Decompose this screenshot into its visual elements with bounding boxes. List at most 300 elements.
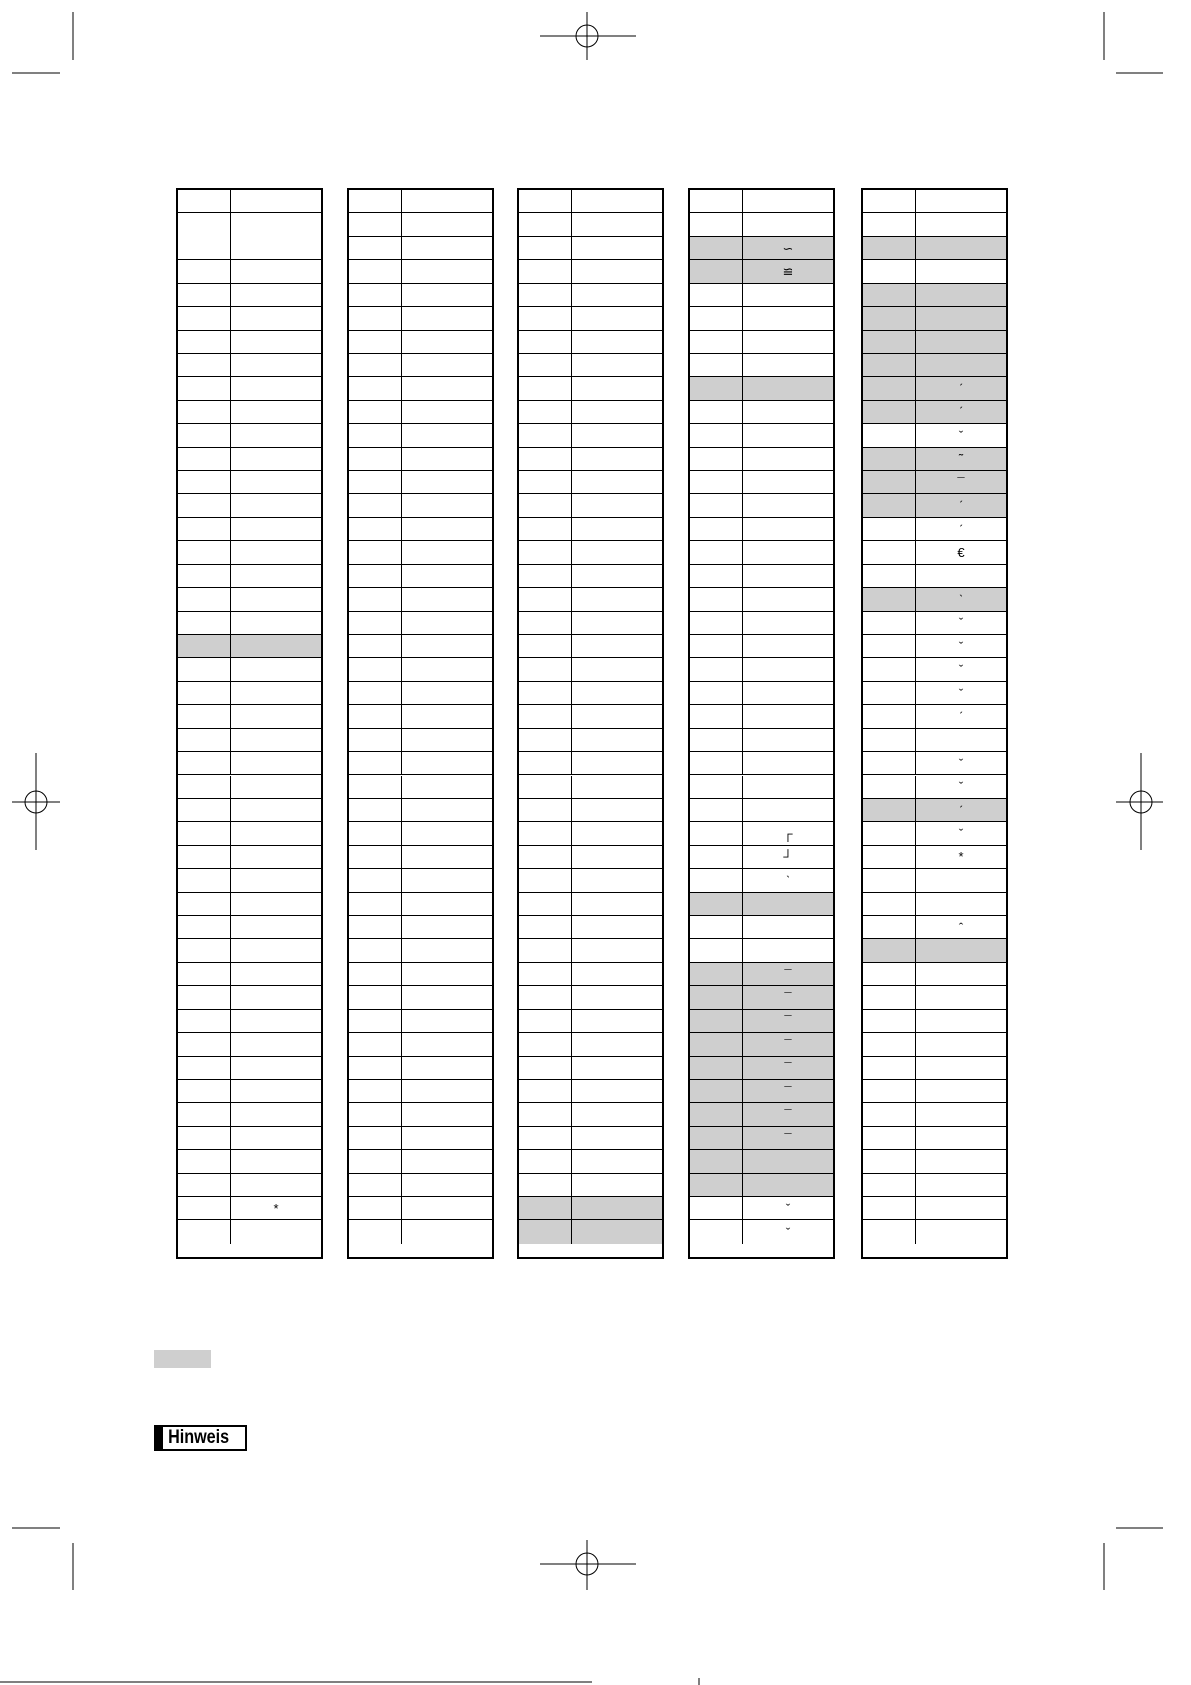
char-cell: [231, 331, 321, 353]
table-row: [519, 869, 662, 892]
table-row: [178, 1103, 321, 1126]
code-cell: [519, 260, 572, 282]
code-cell: [519, 331, 572, 353]
table-row: [690, 658, 833, 681]
code-cell: [863, 1220, 916, 1243]
char-cell: [231, 1033, 321, 1055]
code-cell: [178, 869, 231, 891]
shaded-legend-swatch: [154, 1350, 211, 1368]
table-row: [519, 541, 662, 564]
table-row: [690, 1174, 833, 1197]
char-cell: [402, 424, 492, 446]
char-cell: [572, 939, 662, 961]
table-row: [690, 331, 833, 354]
code-cell: [178, 377, 231, 399]
table-row: [349, 1174, 492, 1197]
char-cell: ¯: [743, 1103, 833, 1125]
code-cell: [349, 471, 402, 493]
code-cell: [690, 1033, 743, 1055]
char-cell: [916, 963, 1006, 985]
char-cell: [231, 893, 321, 915]
table-row: [178, 1057, 321, 1080]
table-row: [863, 1010, 1006, 1033]
table-row: [349, 1150, 492, 1173]
table-row: [178, 776, 321, 799]
char-cell: [572, 1033, 662, 1055]
char-cell: [572, 822, 662, 844]
table-row: [178, 752, 321, 775]
table-header-row: [349, 190, 492, 213]
char-table-5: [861, 188, 1008, 1259]
table-row: [519, 1057, 662, 1080]
code-cell: [863, 658, 916, 680]
table-row: [690, 752, 833, 775]
char-cell: ˇ: [958, 662, 964, 678]
table-row: [690, 401, 833, 424]
char-cell: [743, 752, 833, 774]
char-cell: [402, 1033, 492, 1055]
code-cell: [519, 846, 572, 868]
char-cell: [572, 448, 662, 470]
char-cell: [402, 354, 492, 376]
char-cell: [231, 588, 321, 610]
code-cell: [178, 260, 231, 282]
table-row: [690, 1033, 833, 1056]
table-row: [178, 284, 321, 307]
char-cell: [743, 1150, 833, 1172]
code-cell: [349, 190, 402, 212]
table-row: [863, 377, 1006, 400]
code-cell: [690, 190, 743, 212]
char-cell: €: [957, 545, 965, 560]
char-cell: [572, 682, 662, 704]
table-row: [863, 588, 1006, 611]
char-cell: [572, 471, 662, 493]
char-cell: [231, 869, 321, 891]
code-cell: [349, 1197, 402, 1219]
code-cell: [349, 213, 402, 235]
table-row: [519, 1197, 662, 1220]
char-cell: ˊ: [958, 708, 964, 724]
note-bar: [156, 1427, 163, 1449]
code-cell: [519, 494, 572, 516]
char-cell: [231, 565, 321, 587]
table-row: [690, 307, 833, 330]
table-row: [519, 635, 662, 658]
code-cell: [349, 658, 402, 680]
char-cell: [402, 331, 492, 353]
table-row: [519, 893, 662, 916]
code-cell: [690, 331, 743, 353]
code-cell: [519, 448, 572, 470]
code-cell: [863, 635, 916, 657]
char-cell: ¯: [743, 1057, 833, 1079]
char-cell: [402, 705, 492, 727]
char-cell: [572, 424, 662, 446]
char-cell: [402, 518, 492, 540]
char-cell: [572, 1174, 662, 1196]
code-cell: [349, 1220, 402, 1243]
code-cell: [349, 565, 402, 587]
table-row: [349, 963, 492, 986]
code-cell: [690, 799, 743, 821]
table-row: [178, 799, 321, 822]
char-cell: [743, 401, 833, 423]
code-cell: [690, 682, 743, 704]
char-cell: [743, 729, 833, 751]
code-cell: [863, 588, 916, 610]
code-cell: [519, 541, 572, 563]
table-row: [519, 377, 662, 400]
code-cell: [349, 869, 402, 891]
char-cell: [743, 284, 833, 306]
table-row: [519, 1150, 662, 1173]
char-cell: [231, 213, 321, 259]
code-cell: [863, 729, 916, 751]
char-cell: [231, 541, 321, 563]
char-cell: [231, 518, 321, 540]
char-cell: [916, 1103, 1006, 1125]
table-row: [178, 822, 321, 845]
table-row: [863, 1220, 1006, 1243]
table-row: [349, 752, 492, 775]
table-row: [690, 494, 833, 517]
table-row: [178, 588, 321, 611]
code-cell: [349, 682, 402, 704]
code-cell: [690, 635, 743, 657]
char-cell: [916, 354, 1006, 376]
code-cell: [519, 565, 572, 587]
table-row: [519, 799, 662, 822]
code-cell: [863, 565, 916, 587]
code-cell: [863, 752, 916, 774]
code-cell: [178, 284, 231, 306]
table-row: [690, 869, 833, 892]
table-row: [519, 518, 662, 541]
code-cell: [178, 939, 231, 961]
code-cell: [349, 331, 402, 353]
table-row: [519, 401, 662, 424]
char-cell: ˊ: [916, 799, 1006, 821]
char-cell: [402, 260, 492, 282]
code-cell: [519, 1197, 572, 1219]
code-cell: [349, 448, 402, 470]
char-cell: [743, 658, 833, 680]
code-cell: [519, 822, 572, 844]
table-row: [863, 822, 1006, 845]
code-cell: [519, 1033, 572, 1055]
char-cell: [402, 1080, 492, 1102]
table-row: [519, 916, 662, 939]
char-cell: [743, 939, 833, 961]
code-cell: [178, 1010, 231, 1032]
table-row: [178, 916, 321, 939]
code-cell: [178, 307, 231, 329]
char-cell: ¯: [916, 471, 1006, 493]
code-cell: [863, 260, 916, 282]
char-cell: [916, 1080, 1006, 1102]
char-cell: [231, 635, 321, 657]
code-cell: [690, 963, 743, 985]
char-cell: [231, 307, 321, 329]
code-cell: [690, 612, 743, 634]
table-row: [178, 377, 321, 400]
char-cell: ˊ: [916, 494, 1006, 516]
code-cell: [863, 799, 916, 821]
table-row: [690, 986, 833, 1009]
code-cell: [690, 986, 743, 1008]
char-cell: [916, 260, 1006, 282]
char-cell: [572, 190, 662, 212]
char-cell: ˇ: [958, 755, 964, 771]
table-row: [349, 1127, 492, 1150]
char-cell: ˇ: [958, 779, 964, 795]
code-cell: [690, 776, 743, 798]
char-cell: [572, 213, 662, 235]
char-cell: [572, 494, 662, 516]
table-row: [178, 401, 321, 424]
code-cell: [519, 1080, 572, 1102]
table-row: [863, 1080, 1006, 1103]
table-row: [178, 635, 321, 658]
char-cell: [572, 307, 662, 329]
code-cell: [690, 1174, 743, 1196]
code-cell: [690, 260, 743, 282]
code-cell: [178, 729, 231, 751]
table-row: [519, 448, 662, 471]
char-cell: [743, 471, 833, 493]
code-cell: [863, 705, 916, 727]
code-cell: [349, 729, 402, 751]
table-header-row: [178, 190, 321, 213]
table-row: [178, 494, 321, 517]
char-cell: [743, 541, 833, 563]
table-row: [519, 424, 662, 447]
char-cell: [231, 1057, 321, 1079]
table-row: [349, 729, 492, 752]
table-row: [349, 822, 492, 845]
code-cell: [863, 307, 916, 329]
char-cell: *: [273, 1200, 279, 1216]
table-row: [349, 448, 492, 471]
code-cell: [863, 331, 916, 353]
char-cell: [231, 1174, 321, 1196]
char-cell: [572, 565, 662, 587]
char-cell: [231, 682, 321, 704]
char-cell: [231, 284, 321, 306]
table-row: [519, 939, 662, 962]
char-cell: [743, 799, 833, 821]
table-row: [690, 471, 833, 494]
table-row: [349, 1080, 492, 1103]
code-cell: [349, 541, 402, 563]
code-cell: [863, 1174, 916, 1196]
char-cell: [231, 752, 321, 774]
code-cell: [863, 284, 916, 306]
table-row: [690, 916, 833, 939]
char-cell: [402, 307, 492, 329]
code-cell: [519, 588, 572, 610]
code-cell: [519, 354, 572, 376]
table-row: [519, 307, 662, 330]
table-row: [178, 682, 321, 705]
table-row: [690, 1080, 833, 1103]
char-cell: [402, 682, 492, 704]
table-row: [690, 846, 833, 869]
code-cell: [178, 776, 231, 798]
table-row: [178, 1150, 321, 1173]
char-table-4: [688, 188, 835, 1259]
table-row: [519, 963, 662, 986]
code-cell: [349, 939, 402, 961]
code-cell: [690, 729, 743, 751]
code-cell: [863, 213, 916, 235]
table-row: [178, 565, 321, 588]
code-cell: [690, 307, 743, 329]
char-cell: [402, 377, 492, 399]
code-cell: [519, 401, 572, 423]
code-cell: [690, 822, 743, 844]
table-row: [690, 635, 833, 658]
table-row: [349, 658, 492, 681]
char-cell: ˇ: [785, 1200, 791, 1216]
char-cell: [231, 776, 321, 798]
table-row: [349, 916, 492, 939]
code-cell: [178, 190, 231, 212]
char-cell: [231, 1220, 321, 1243]
char-cell: ¯: [743, 1033, 833, 1055]
char-cell: [916, 237, 1006, 259]
table-row: [863, 986, 1006, 1009]
table-row: [690, 682, 833, 705]
table-row: [349, 1033, 492, 1056]
char-cell: [402, 729, 492, 751]
char-cell: [916, 1150, 1006, 1172]
code-cell: [349, 354, 402, 376]
table-row: [863, 494, 1006, 517]
char-cell: [231, 939, 321, 961]
char-cell: [743, 424, 833, 446]
code-cell: [690, 284, 743, 306]
char-cell: [402, 752, 492, 774]
code-cell: [349, 377, 402, 399]
char-cell: [402, 190, 492, 212]
table-row: [863, 448, 1006, 471]
code-cell: [519, 213, 572, 235]
char-cell: [231, 612, 321, 634]
char-cell: [402, 916, 492, 938]
char-cell: [916, 1197, 1006, 1219]
code-cell: [863, 612, 916, 634]
char-cell: [572, 729, 662, 751]
table-row: [519, 284, 662, 307]
code-cell: [519, 916, 572, 938]
char-cell: [743, 331, 833, 353]
code-cell: [863, 190, 916, 212]
table-row: [519, 682, 662, 705]
char-cell: [402, 1103, 492, 1125]
code-cell: [690, 1057, 743, 1079]
table-row: [519, 354, 662, 377]
table-row: [863, 213, 1006, 236]
code-cell: [349, 752, 402, 774]
char-cell: [402, 471, 492, 493]
table-row: [519, 471, 662, 494]
char-cell: [572, 612, 662, 634]
char-cell: [231, 1103, 321, 1125]
char-cell: [572, 1197, 662, 1219]
char-cell: [916, 1057, 1006, 1079]
code-cell: [863, 939, 916, 961]
table-row: [519, 213, 662, 236]
char-cell: [231, 658, 321, 680]
code-cell: [178, 893, 231, 915]
code-cell: [690, 541, 743, 563]
char-cell: ¯: [743, 1127, 833, 1149]
table-row: [863, 354, 1006, 377]
code-cell: [690, 424, 743, 446]
table-row: [349, 846, 492, 869]
table-row: [863, 846, 1006, 869]
table-row: [690, 1057, 833, 1080]
char-cell: [402, 893, 492, 915]
code-cell: [178, 963, 231, 985]
code-cell: [690, 213, 743, 235]
char-cell: [916, 1174, 1006, 1196]
table-row: [519, 776, 662, 799]
code-cell: [519, 1150, 572, 1172]
code-cell: [863, 401, 916, 423]
char-cell: [402, 963, 492, 985]
char-cell: ˋ: [916, 588, 1006, 610]
char-cell: [231, 190, 321, 212]
table-row: [178, 354, 321, 377]
table-row: [178, 1010, 321, 1033]
char-cell: [231, 1010, 321, 1032]
code-cell: [863, 1033, 916, 1055]
table-row: [519, 822, 662, 845]
code-cell: [863, 354, 916, 376]
char-cell: [572, 284, 662, 306]
table-row: [690, 1127, 833, 1150]
code-cell: [519, 986, 572, 1008]
char-cell: [572, 893, 662, 915]
table-row: [519, 260, 662, 283]
table-row: [519, 331, 662, 354]
char-cell: [916, 939, 1006, 961]
code-cell: [690, 916, 743, 938]
code-cell: [863, 682, 916, 704]
char-cell: [402, 494, 492, 516]
table-row: [349, 588, 492, 611]
code-cell: [178, 916, 231, 938]
code-cell: [519, 1220, 572, 1243]
char-cell: [402, 1174, 492, 1196]
table-row: [690, 1220, 833, 1243]
char-cell: [231, 377, 321, 399]
char-cell: [743, 307, 833, 329]
table-row: [349, 799, 492, 822]
table-row: [178, 471, 321, 494]
code-cell: [178, 448, 231, 470]
char-cell: ˋ: [785, 872, 791, 888]
code-cell: [519, 705, 572, 727]
table-row: [863, 331, 1006, 354]
code-cell: [178, 1197, 231, 1219]
table-row: [690, 729, 833, 752]
char-cell: [572, 1127, 662, 1149]
code-cell: [349, 1033, 402, 1055]
